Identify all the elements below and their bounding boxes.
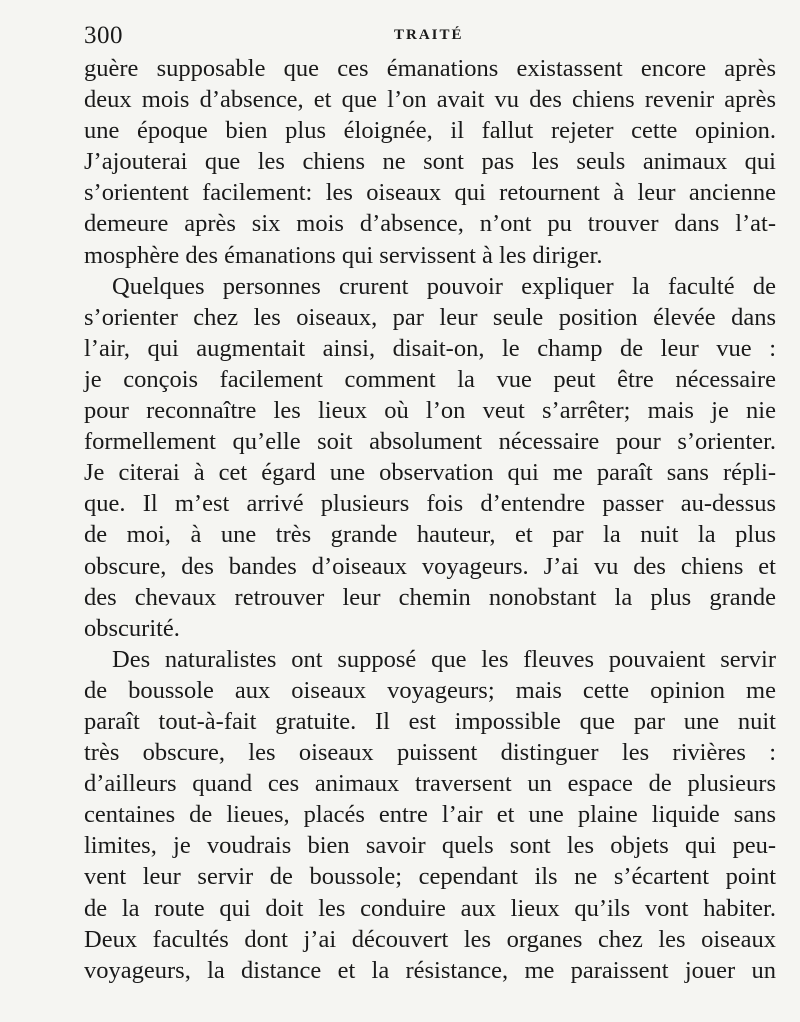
text-line: je conçois facilement comment la vue peut être nécessaire <box>84 365 776 393</box>
text-line: une époque bien plus éloignée, il fallut rejeter cette opinion. <box>84 117 776 145</box>
text-line: formellement qu’elle soit absolument nécessaire pour s’orienter. <box>84 428 776 456</box>
text-line: que. Il m’est arrivé plusieurs fois d’entendre passer au-dessus <box>84 490 776 518</box>
text-line: l’air, qui augmentait ainsi, disait-on, le champ de leur vue : <box>84 334 776 362</box>
text-line: paraît tout-à-fait gratuite. Il est impossible que par une nuit <box>84 707 776 735</box>
text-line: demeure après six mois d’absence, n’ont pu trouver dans l’at- <box>84 210 776 238</box>
text-line: obscure, des bandes d’oiseaux voyageurs. J’ai vu des chiens et <box>84 552 776 580</box>
text-line: deux mois d’absence, et que l’on avait vu des chiens revenir après <box>84 86 776 114</box>
text-line: vent leur servir de boussole; cependant ils ne s’écartent point <box>84 863 776 891</box>
text-line: limites, je voudrais bien savoir quels sont les objets qui peu- <box>84 832 776 860</box>
text-line: s’orientent facilement: les oiseaux qui retournent à leur ancienne <box>84 179 776 207</box>
text-line: voyageurs, la distance et la résistance, me paraissent jouer un <box>84 956 776 984</box>
text-line: centaines de lieues, placés entre l’air et une plaine liquide sans <box>84 801 776 829</box>
text-line: de boussole aux oiseaux voyageurs; mais cette opinion me <box>84 676 776 704</box>
paragraph-start-line: Quelques personnes crurent pouvoir expliquer la faculté de <box>112 272 776 300</box>
text-line: très obscure, les oiseaux puissent distinguer les rivières : <box>84 739 776 767</box>
text-line: pour reconnaître les lieux où l’on veut s’arrêter; mais je nie <box>84 397 776 425</box>
body-text <box>84 53 776 986</box>
text-line: guère supposable que ces émanations existassent encore après <box>84 55 776 82</box>
running-head: TRAITÉ <box>394 27 464 43</box>
page-header <box>84 22 774 52</box>
text-line: de moi, à une très grande hauteur, et par la nuit la plus <box>84 521 776 549</box>
text-line: Je citerai à cet égard une observation qui me paraît sans répli- <box>84 459 776 487</box>
text-line: mosphère des émanations qui servissent à les diriger. <box>84 241 603 269</box>
text-line: obscurité. <box>84 614 180 642</box>
text-line: d’ailleurs quand ces animaux traversent un espace de plusieurs <box>84 770 776 798</box>
page-number: 300 <box>84 22 123 49</box>
text-line: Deux facultés dont j’ai découvert les organes chez les oiseaux <box>84 925 776 953</box>
text-line: s’orienter chez les oiseaux, par leur seule position élevée dans <box>84 303 776 331</box>
text-line: J’ajouterai que les chiens ne sont pas les seuls animaux qui <box>84 148 776 176</box>
paragraph-start-line: Des naturalistes ont supposé que les fleuves pouvaient servir <box>112 645 776 673</box>
text-line: de la route qui doit les conduire aux lieux qu’ils vont habiter. <box>84 894 776 922</box>
text-line: des chevaux retrouver leur chemin nonobstant la plus grande <box>84 583 776 611</box>
